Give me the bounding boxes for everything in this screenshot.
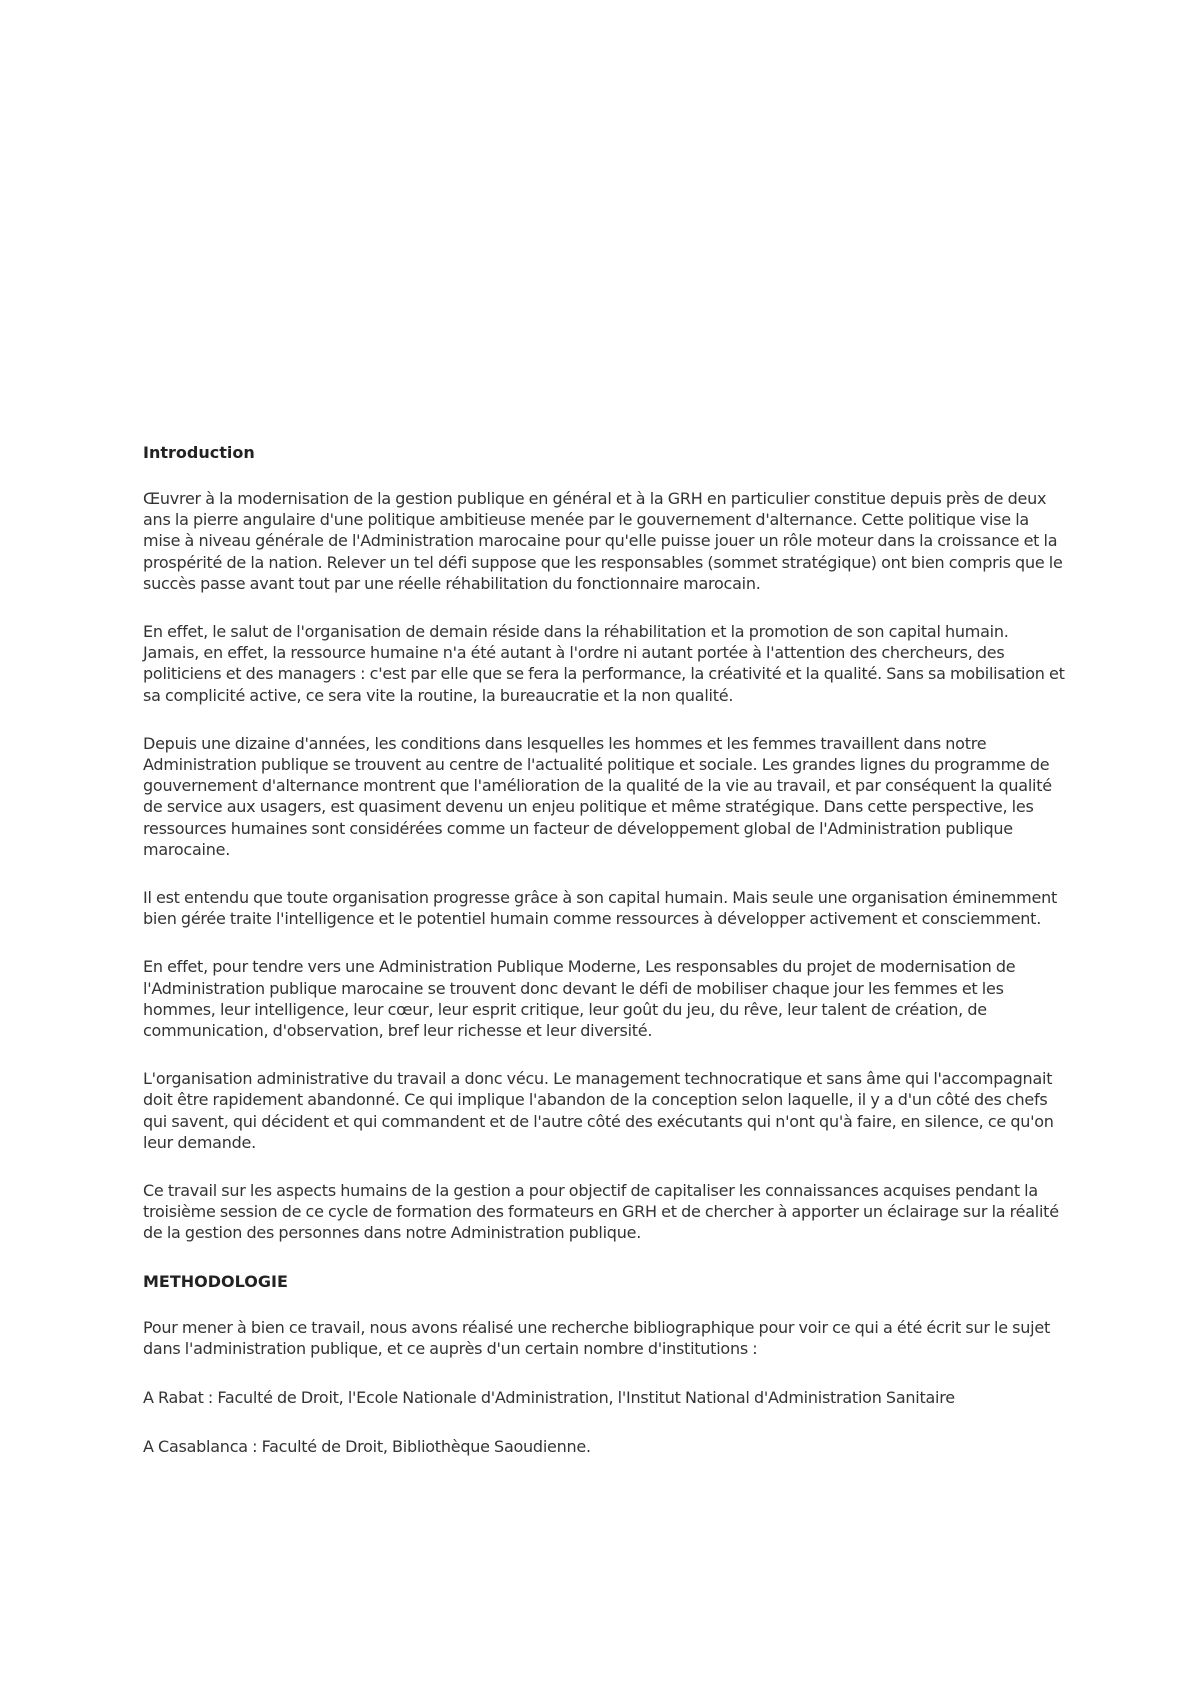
intro-paragraph-2: En effet, le salut de l'organisation de demain réside dans la réhabilitation et la promotion de son capital humain. Jamais, en effet, la ressource humaine n'a été autant à l'ordre ni autant portée à l'attention des chercheurs, des politiciens et des managers : c'est par elle que se fera la performance, la créativité et la qualité. Sans sa mobilisation et sa complicité active, ce sera vite la routine, la bureaucratie et la non qualité. <box>143 622 1065 705</box>
introduction-heading: Introduction <box>143 443 255 462</box>
document-body <box>143 442 1068 1486</box>
methodology-paragraph-casablanca: A Casablanca : Faculté de Droit, Bibliothèque Saoudienne. <box>143 1437 591 1457</box>
intro-paragraph-7: Ce travail sur les aspects humains de la gestion a pour objectif de capitaliser les connaissances acquises pendant la troisième session de ce cycle de formation des formateurs en GRH et de chercher à apporter un éclairage sur la réalité de la gestion des personnes dans notre Administration publique. <box>143 1181 1059 1243</box>
intro-paragraph-3: Depuis une dizaine d'années, les conditions dans lesquelles les hommes et les femmes travaillent dans notre Administration publique se trouvent au centre de l'actualité politique et sociale. Les grandes lignes du programme de gouvernement d'alternance montrent que l'amélioration de la qualité de la vie au travail, et par conséquent la qualité de service aux usagers, est quasiment devenu un enjeu politique et même stratégique. Dans cette perspective, les ressources humaines sont considérées comme un facteur de développement global de l'Administration publique marocaine. <box>143 733 1052 859</box>
methodology-heading: METHODOLOGIE <box>143 1271 288 1291</box>
intro-paragraph-1: Œuvrer à la modernisation de la gestion publique en général et à la GRH en particulier constitue depuis près de deux ans la pierre angulaire d'une politique ambitieuse menée par le gouvernement d'alternance. Cette politique vise la mise à niveau générale de l'Administration marocaine pour qu'elle puisse jouer un rôle moteur dans la croissance et la prospérité de la nation. Relever un tel défi suppose que les responsables (sommet stratégique) ont bien compris que le succès passe avant tout par une réelle réhabilitation du fonctionnaire marocain. <box>143 489 1063 593</box>
intro-paragraph-5: En effet, pour tendre vers une Administration Publique Moderne, Les responsables du projet de modernisation de l'Administration publique marocaine se trouvent donc devant le défi de mobiliser chaque jour les femmes et les hommes, leur intelligence, leur cœur, leur esprit critique, leur goût du jeu, du rêve, leur talent de création, de communication, d'observation, bref leur richesse et leur diversité. <box>143 957 1016 1041</box>
intro-paragraph-6: L'organisation administrative du travail a donc vécu. Le management technocratique et sans âme qui l'accompagnait doit être rapidement abandonné. Ce qui implique l'abandon de la conception selon laquelle, il y a d'un côté des chefs qui savent, qui décident et qui commandent et de l'autre côté des exécutants qui n'ont qu'à faire, en silence, ce qu'on leur demande. <box>143 1069 1054 1152</box>
methodology-paragraph-1: Pour mener à bien ce travail, nous avons réalisé une recherche bibliographique pour voir ce qui a été écrit sur le sujet dans l'administration publique, et ce auprès d'un certain nombre d'institutions : <box>143 1317 1050 1358</box>
methodology-paragraph-rabat: A Rabat : Faculté de Droit, l'Ecole Nationale d'Administration, l'Institut National d'Administration Sanitaire <box>143 1388 955 1408</box>
intro-paragraph-4: Il est entendu que toute organisation progresse grâce à son capital humain. Mais seule une organisation éminemment bien gérée traite l'intelligence et le potentiel humain comme ressources à développer activement et consciemment. <box>143 888 1057 929</box>
